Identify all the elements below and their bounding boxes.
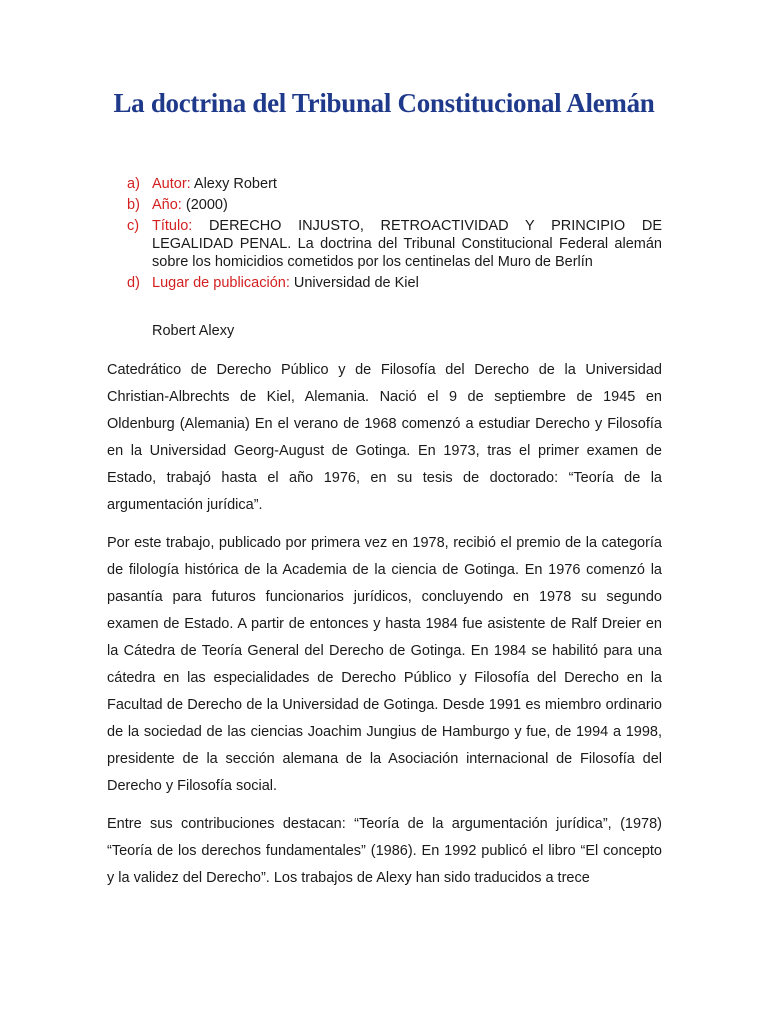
list-marker: a) bbox=[127, 176, 140, 192]
metadata-item-title bbox=[127, 217, 662, 271]
metadata-value: (2000) bbox=[181, 197, 228, 213]
author-heading: Robert Alexy bbox=[152, 323, 235, 339]
metadata-item-year bbox=[127, 196, 662, 214]
metadata-list bbox=[127, 175, 662, 295]
metadata-key: Autor: bbox=[152, 176, 191, 192]
metadata-key: Lugar de publicación: bbox=[152, 275, 290, 291]
document-title: La doctrina del Tribunal Constitucional Alemán bbox=[113, 88, 655, 118]
paragraph: Catedrático de Derecho Público y de Filosofía del Derecho de la Universidad Christian-Albrechts de Kiel, Alemania. Nació el 9 de septiembre de 1945 en Oldenburg (Alemania) En el verano de 1968 comenzó a estudiar Derecho y Filosofía en la Universidad Georg-August de Gotinga. En 1973, tras el primer examen de Estado, trabajó hasta el año 1976, en su tesis de doctorado: “Teoría de la argumentación jurídica”. bbox=[107, 362, 662, 513]
metadata-value: Universidad de Kiel bbox=[289, 275, 419, 291]
list-marker: c) bbox=[127, 218, 140, 234]
metadata-item-author bbox=[127, 175, 662, 193]
metadata-value: Alexy Robert bbox=[190, 176, 277, 192]
paragraph: Entre sus contribuciones destacan: “Teoría de la argumentación jurídica”, (1978) “Teoría de los derechos fundamentales” (1986). En 1992 publicó el libro “El concepto y la validez del Derecho”. Los trabajos de Alexy han sido traducidos a trece bbox=[107, 816, 662, 886]
list-marker: b) bbox=[127, 197, 140, 213]
metadata-key: Año: bbox=[152, 197, 182, 213]
document-body bbox=[107, 357, 662, 903]
list-marker: d) bbox=[127, 275, 140, 291]
metadata-item-place bbox=[127, 274, 662, 292]
metadata-value: DERECHO INJUSTO, RETROACTIVIDAD Y PRINCIPIO DE LEGALIDAD PENAL. La doctrina del Tribunal Constitucional Federal alemán sobre los homicidios cometidos por los centinelas del Muro de Berlín bbox=[152, 218, 662, 270]
metadata-key: Título: bbox=[152, 218, 193, 234]
paragraph: Por este trabajo, publicado por primera vez en 1978, recibió el premio de la categoría de filología histórica de la Academia de la ciencia de Gotinga. En 1976 comenzó la pasantía para futuros funcionarios jurídicos, concluyendo en 1978 su segundo examen de Estado. A partir de entonces y hasta 1984 fue asistente de Ralf Dreier en la Cátedra de Teoría General del Derecho de Gotinga. En 1984 se habilitó para una cátedra en las especialidades de Derecho Público y Filosofía del Derecho en la Facultad de Derecho de la Universidad de Gotinga. Desde 1991 es miembro ordinario de la sociedad de las ciencias Joachim Jungius de Hamburgo y fue, de 1994 a 1998, presidente de la sección alemana de la Asociación internacional de Filosofía del Derecho y Filosofía social. bbox=[107, 535, 662, 794]
